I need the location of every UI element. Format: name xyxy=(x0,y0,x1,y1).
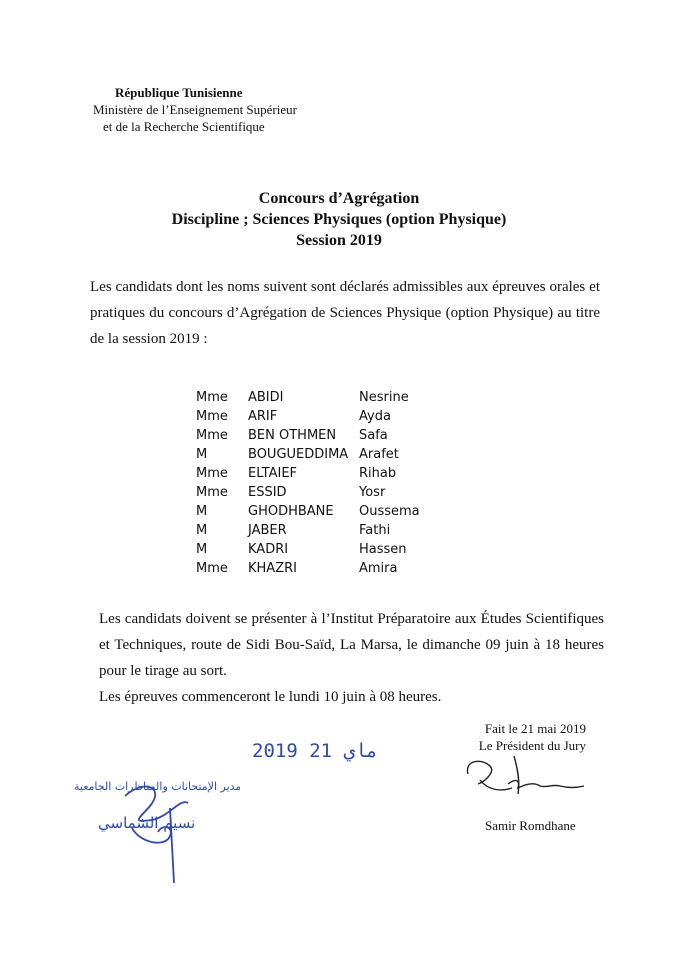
candidate-row xyxy=(196,559,420,578)
candidate-row xyxy=(196,445,420,464)
candidate-last-name: KHAZRI xyxy=(248,561,297,576)
place-date: Fait le 21 mai 2019 xyxy=(484,721,586,736)
title-line-3: Session 2019 xyxy=(296,232,382,249)
date-stamp: 2019 ماي 21 xyxy=(252,740,378,762)
ministry-line-1: Ministère de l’Enseignement Supérieur xyxy=(93,102,297,117)
office-stamp xyxy=(70,768,240,893)
ministry-line-2: et de la Recherche Scientifique xyxy=(103,119,265,134)
candidate-row xyxy=(196,502,420,521)
candidate-last-name: GHODHBANE xyxy=(248,504,334,519)
handwritten-signature xyxy=(460,752,590,802)
candidate-first-name: Amira xyxy=(359,561,398,576)
signer-role: Le Président du Jury xyxy=(478,738,586,753)
candidate-title: M xyxy=(196,542,208,557)
candidate-first-name: Fathi xyxy=(359,523,391,538)
candidate-row xyxy=(196,483,420,502)
signature-block xyxy=(464,720,586,754)
candidate-last-name: ABIDI xyxy=(248,390,284,405)
candidate-first-name: Safa xyxy=(359,428,388,443)
candidate-last-name: BOUGUEDDIMA xyxy=(248,447,349,462)
candidate-last-name: ELTAIEF xyxy=(248,466,298,481)
candidate-title: Mme xyxy=(196,428,228,443)
svg-text:نسيم الشماسي: نسيم الشماسي xyxy=(98,814,196,832)
candidate-title: M xyxy=(196,504,208,519)
candidate-title: M xyxy=(196,447,208,462)
candidate-first-name: Oussema xyxy=(359,504,420,519)
candidate-row xyxy=(196,540,420,559)
candidate-row xyxy=(196,521,420,540)
candidate-row xyxy=(196,426,420,445)
candidate-last-name: ARIF xyxy=(248,409,278,424)
candidate-title: Mme xyxy=(196,409,228,424)
intro-paragraph: Les candidats dont les noms suivent sont déclarés admissibles aux épreuves orales et pratiques du concours d’Agrégation de Sciences Physique (option Physique) au titre de la session 2019 : xyxy=(90,279,600,347)
candidate-first-name: Rihab xyxy=(359,466,397,481)
candidate-title: Mme xyxy=(196,466,228,481)
candidate-first-name: Arafet xyxy=(359,447,399,462)
notice-paragraph-1: Les candidats doivent se présenter à l’Institut Préparatoire aux Études Scientifiques et Techniques, route de Sidi Bou-Saïd, La Marsa, le dimanche 09 juin à 18 heures pour le tirage au sort. xyxy=(99,611,604,679)
candidate-last-name: ESSID xyxy=(248,485,287,500)
candidate-first-name: Nesrine xyxy=(359,390,409,405)
candidate-first-name: Yosr xyxy=(359,485,386,500)
candidate-row xyxy=(196,388,420,407)
office-stamp-graphic xyxy=(70,768,240,888)
country-name: République Tunisienne xyxy=(115,85,243,100)
notice-paragraph-2: Les épreuves commenceront le lundi 10 juin à 08 heures. xyxy=(99,689,442,705)
svg-text:مدير الإمتحانات والمناظرات الج: مدير الإمتحانات والمناظرات الجامعية xyxy=(74,780,240,793)
candidate-first-name: Hassen xyxy=(359,542,407,557)
candidate-last-name: KADRI xyxy=(248,542,289,557)
candidate-row xyxy=(196,464,420,483)
title-line-2: Discipline ; Sciences Physiques (option Physique) xyxy=(171,211,507,228)
candidate-title: Mme xyxy=(196,485,228,500)
candidate-first-name: Ayda xyxy=(359,409,391,424)
candidate-list xyxy=(196,388,420,578)
signer-name: Samir Romdhane xyxy=(485,818,576,833)
document-title xyxy=(0,188,678,251)
title-line-1: Concours d’Agrégation xyxy=(258,190,420,207)
candidate-row xyxy=(196,407,420,426)
candidate-title: M xyxy=(196,523,208,538)
candidate-last-name: JABER xyxy=(248,523,287,538)
candidate-last-name: BEN OTHMEN xyxy=(248,428,337,443)
letterhead xyxy=(93,84,297,135)
candidate-title: Mme xyxy=(196,390,228,405)
notice xyxy=(99,606,604,710)
candidate-title: Mme xyxy=(196,561,228,576)
